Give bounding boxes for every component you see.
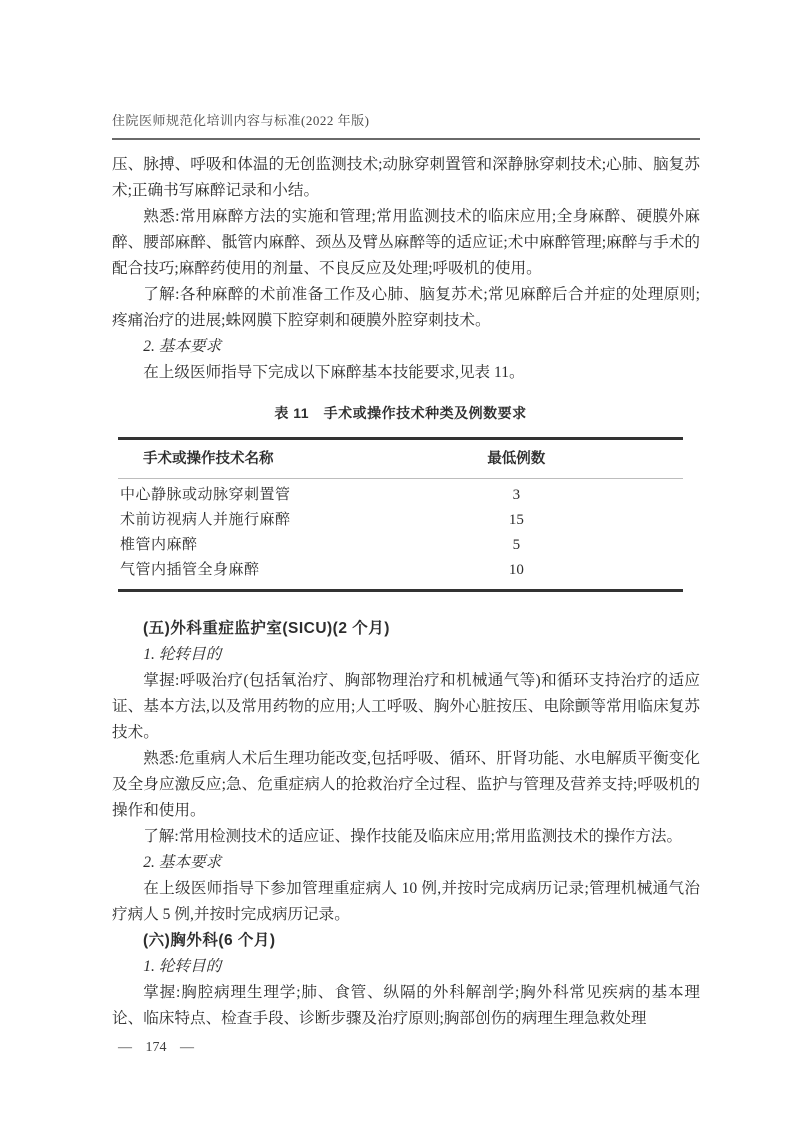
column-header-minimum-cases: 最低例数 xyxy=(487,451,546,467)
running-header: 住院医师规范化培训内容与标准(2022 年版) xyxy=(112,110,700,140)
section-heading-thoracic-surgery: (六)胸外科(6 个月) xyxy=(143,932,276,949)
table-header-row xyxy=(118,440,683,479)
paragraph-sicu-understand: 了解:常用检测技术的适应证、操作技能及临床应用;常用监测技术的操作方法。 xyxy=(143,828,683,845)
paragraph-anesthesia-continuation: 压、脉搏、呼吸和体温的无创监测技术;动脉穿刺置管和深静脉穿刺技术;心肺、脑复苏术;正确书写麻醉记录和小结。 xyxy=(112,156,700,199)
paragraph-anesthesia-basic-requirement: 在上级医师指导下完成以下麻醉基本技能要求,见表 11。 xyxy=(143,364,525,381)
table-row xyxy=(118,483,683,508)
table-row xyxy=(118,558,683,583)
page-body xyxy=(112,152,700,1032)
paragraph-anesthesia-familiar: 熟悉:常用麻醉方法的实施和管理;常用监测技术的临床应用;全身麻醉、硬膜外麻醉、腰部麻醉、骶管内麻醉、颈丛及臂丛麻醉等的适应证;术中麻醉管理;麻醉与手术的配合技巧;麻醉药使用的剂量、不良反应及处理;呼吸机的使用。 xyxy=(112,208,700,277)
list-item-sicu-basic-requirement: 2. 基本要求 xyxy=(143,854,222,871)
procedure-name-cell: 椎管内麻醉 xyxy=(120,537,198,553)
procedure-name-cell: 气管内插管全身麻醉 xyxy=(120,562,260,578)
minimum-cases-cell: 3 xyxy=(512,487,521,503)
table-body xyxy=(118,479,683,589)
table-row xyxy=(118,508,683,533)
table-11 xyxy=(118,437,683,592)
minimum-cases-cell: 10 xyxy=(508,562,524,578)
table-11-caption: 表 11 手术或操作技术种类及例数要求 xyxy=(274,405,527,421)
list-item-sicu-rotation-purpose: 1. 轮转目的 xyxy=(143,646,222,663)
paragraph-sicu-basic-requirement: 在上级医师指导下参加管理重症病人 10 例,并按时完成病历记录;管理机械通气治疗病人 5 例,并按时完成病历记录。 xyxy=(112,880,700,923)
procedure-name-cell: 中心静脉或动脉穿刺置管 xyxy=(120,487,291,503)
list-item-anesthesia-basic-requirement: 2. 基本要求 xyxy=(143,338,222,355)
page-number: — 174 — xyxy=(118,1040,194,1055)
minimum-cases-cell: 5 xyxy=(512,537,521,553)
procedure-name-cell: 术前访视病人并施行麻醉 xyxy=(120,512,291,528)
column-header-procedure-name: 手术或操作技术名称 xyxy=(143,451,274,467)
table-row xyxy=(118,533,683,558)
minimum-cases-cell: 15 xyxy=(508,512,524,528)
paragraph-sicu-familiar: 熟悉:危重病人术后生理功能改变,包括呼吸、循环、肝肾功能、水电解质平衡变化及全身应激反应;急、危重症病人的抢救治疗全过程、监护与管理及营养支持;呼吸机的操作和使用。 xyxy=(112,750,700,819)
table-11-block xyxy=(118,400,683,592)
document-page xyxy=(112,110,700,1056)
section-heading-sicu: (五)外科重症监护室(SICU)(2 个月) xyxy=(143,620,390,637)
paragraph-sicu-master: 掌握:呼吸治疗(包括氧治疗、胸部物理治疗和机械通气等)和循环支持治疗的适应证、基本方法,以及常用药物的应用;人工呼吸、胸外心脏按压、电除颤等常用临床复苏技术。 xyxy=(112,672,700,741)
paragraph-thoracic-master: 掌握:胸腔病理生理学;肺、食管、纵隔的外科解剖学;胸外科常见疾病的基本理论、临床特点、检查手段、诊断步骤及治疗原则;胸部创伤的病理生理急救处理 xyxy=(112,984,700,1027)
list-item-thoracic-rotation-purpose: 1. 轮转目的 xyxy=(143,958,222,975)
paragraph-anesthesia-understand: 了解:各种麻醉的术前准备工作及心肺、脑复苏术;常见麻醉后合并症的处理原则;疼痛治疗的进展;蛛网膜下腔穿刺和硬膜外腔穿刺技术。 xyxy=(112,286,700,329)
